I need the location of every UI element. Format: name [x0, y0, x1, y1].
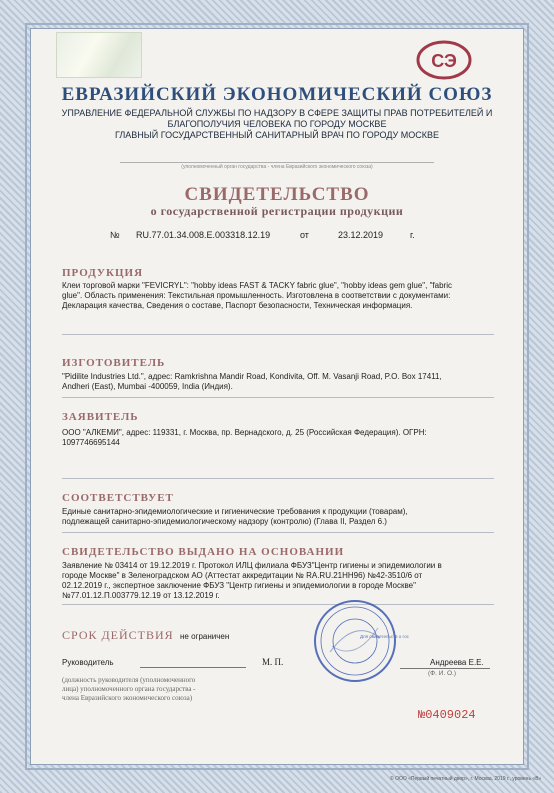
manufacturer-label: ИЗГОТОВИТЕЛЬ [62, 357, 166, 369]
manufacturer-line: "Pidilite Industries Ltd.", адрес: Ramkrishna Mandir Road, Kondivita, Off. M. Vasanji Road, P.O. Box 17411, [62, 372, 442, 381]
signature-line [140, 667, 246, 668]
registration-date: 23.12.2019 [338, 230, 384, 240]
registration-line [110, 230, 450, 244]
caption-line: лица) уполномоченного органа государства - [62, 685, 196, 693]
basis-line: №77.01.12.П.003779.12.19 от 13.12.2019 г. [62, 591, 220, 600]
seal-place: М. П. [262, 657, 284, 667]
basis-line: городе Москве" в Зеленоградском АО (Аттестат аккредитации № RA.RU.21НН96) №42-3510/6 от [62, 571, 423, 580]
year-suffix: г. [410, 230, 415, 240]
date-label: от [300, 230, 309, 240]
manufacturer-text [62, 372, 494, 392]
authority-line-3: ГЛАВНЫЙ ГОСУДАРСТВЕННЫЙ САНИТАРНЫЙ ВРАЧ ПО ГОРОДУ МОСКВЕ [115, 130, 439, 140]
validity-value: не ограничен [180, 632, 230, 641]
divider [62, 604, 494, 605]
basis-label: СВИДЕТЕЛЬСТВО ВЫДАНО НА ОСНОВАНИИ [62, 546, 345, 558]
product-line: Декларация качества, Сведения о составе, Паспорт безопасности, Техническая информация. [62, 301, 413, 310]
product-text [62, 281, 494, 311]
authority-line-1: УПРАВЛЕНИЕ ФЕДЕРАЛЬНОЙ СЛУЖБЫ ПО НАДЗОРУ В СФЕРЕ ЗАЩИТЫ ПРАВ ПОТРЕБИТЕЛЕЙ И [61, 108, 493, 118]
product-label: ПРОДУКЦИЯ [62, 267, 144, 279]
conformity-text [62, 507, 494, 527]
logo-text: СЭ [431, 51, 457, 71]
certificate-heading: СВИДЕТЕЛЬСТВО [184, 184, 370, 205]
registration-number: RU.77.01.34.008.Е.003318.12.19 [136, 230, 271, 240]
authority-line-2: БЛАГОПОЛУЧИЯ ЧЕЛОВЕКА ПО ГОРОДУ МОСКВЕ [167, 119, 387, 129]
conformity-line: Единые санитарно-эпидемиологические и гигиенические требования к продукции (товарам), [62, 507, 408, 516]
signer-name: Андреева Е.Е. [430, 658, 484, 667]
basis-text [62, 561, 494, 601]
applicant-label: ЗАЯВИТЕЛЬ [62, 411, 139, 423]
conformity-line: подлежащей санитарно-эпидемиологическому надзору (контролю) (Глава II, Раздел 6.) [62, 517, 387, 526]
divider [62, 397, 494, 398]
applicant-line: ООО "АЛКЕМИ", адрес: 119331, г. Москва, пр. Вернадского, д. 25 (Российская Федерация). ОГРН: [62, 428, 427, 437]
manufacturer-line: Andheri (East), Mumbai -400059, India (Индия). [62, 382, 233, 391]
applicant-text [62, 428, 494, 448]
name-line [400, 668, 490, 669]
fio-caption: (Ф. И. О.) [428, 670, 457, 677]
divider [62, 532, 494, 533]
printer-footer: © ООО «Первый печатный двор», г. Москва, 2019 г., уровень «В» [390, 776, 542, 782]
caption-line: (должность руководителя (уполномоченного [62, 676, 196, 684]
official-stamp-icon [312, 598, 409, 684]
se-logo-icon [416, 40, 472, 80]
applicant-line: 1097746695144 [62, 438, 120, 447]
authority-caption: (уполномоченный орган государства - члена Евразийского экономического союза) [120, 162, 434, 170]
hologram [56, 32, 142, 78]
signer-caption [62, 676, 282, 703]
product-line: glue". Область применения: Текстильная промышленность. Изготовлена в соответствии с документами: [62, 291, 451, 300]
validity-label: СРОК ДЕЙСТВИЯ [62, 628, 174, 642]
stamp-label [360, 634, 410, 639]
basis-line: 02.12.2019 г., экспертное заключение ФБУЗ "Центр гигиены и эпидемиологии в городе Москве" [62, 581, 416, 590]
signer-role: Руководитель [62, 658, 114, 667]
divider [62, 334, 494, 335]
certificate-subheading: о государственной регистрации продукции [150, 204, 404, 218]
basis-line: Заявление № 03414 от 19.12.2019 г. Протокол ИЛЦ филиала ФБУЗ"Центр гигиены и эпидемиологии в [62, 561, 442, 570]
conformity-label: СООТВЕТСТВУЕТ [62, 492, 174, 504]
authority-name [46, 108, 508, 141]
caption-line: члена Евразийского экономического союза) [62, 694, 193, 702]
product-line: Клеи торговой марки "FEVICRYL": "hobby ideas FAST & TACKY fabric glue", "hobby ideas gem glue", "fabric [62, 281, 452, 290]
number-label: № [110, 230, 120, 240]
stamp-text: Для свидетельств о гос [360, 634, 409, 639]
serial-number: №0409024 [418, 708, 476, 722]
divider [62, 478, 494, 479]
union-title: ЕВРАЗИЙСКИЙ ЭКОНОМИЧЕСКИЙ СОЮЗ [61, 84, 493, 105]
